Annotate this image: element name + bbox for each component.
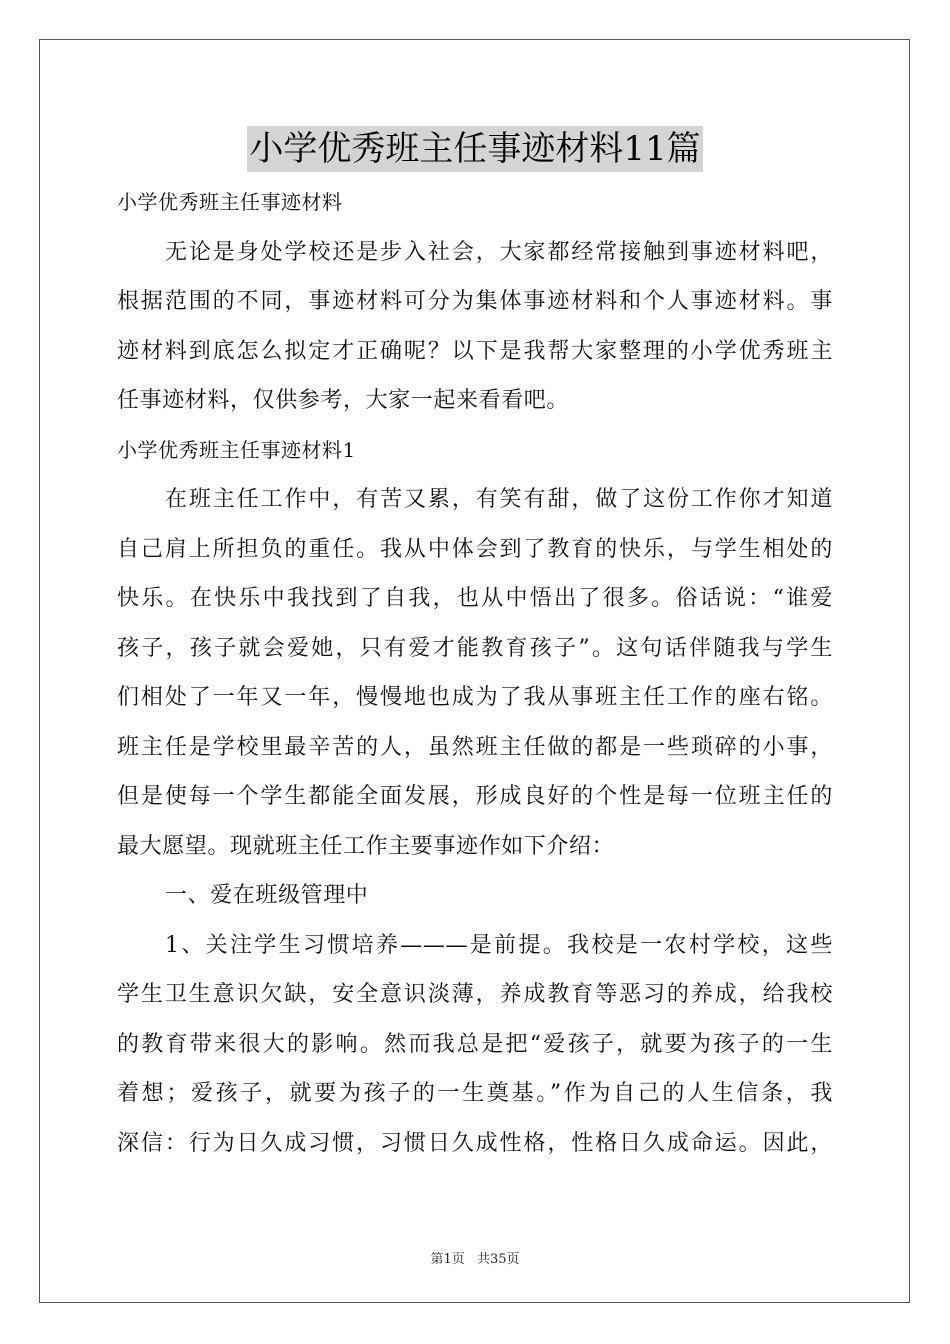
page-total: 共35页 xyxy=(476,1252,520,1267)
paragraph-line: 学生卫生意识欠缺，安全意识淡薄，养成教育等恶习的养成，给我校 xyxy=(117,982,833,1007)
document-body xyxy=(117,178,833,1168)
document-title: 小学优秀班主任事迹材料11篇 xyxy=(247,126,702,172)
section-heading: 小学优秀班主任事迹材料 xyxy=(117,190,343,214)
paragraph-line: 1、关注学生习惯培养———是前提。我校是一农村学校，这些 xyxy=(165,932,833,958)
paragraph-line: 快乐。在快乐中我找到了自我，也从中悟出了很多。俗话说：“谁爱 xyxy=(117,586,833,611)
paragraph-line: 自己肩上所担负的重任。我从中体会到了教育的快乐，与学生相处的 xyxy=(117,536,833,562)
paragraph-line: 迹材料到底怎么拟定才正确呢？以下是我帮大家整理的小学优秀班主 xyxy=(117,338,833,364)
paragraph-line: 班主任是学校里最辛苦的人，虽然班主任做的都是一些琐碎的小事， xyxy=(117,734,833,760)
section-heading: 小学优秀班主任事迹材料1 xyxy=(117,437,356,462)
paragraph-line: 着想；爱孩子，就要为孩子的一生奠基。”作为自己的人生信条，我 xyxy=(117,1081,833,1106)
paragraph-line: 在班主任工作中，有苦又累，有笑有甜，做了这份工作你才知道 xyxy=(165,487,833,512)
paragraph-line: 深信：行为日久成习惯，习惯日久成性格，性格日久成命运。因此， xyxy=(117,1130,833,1156)
paragraph-line: 的教育带来很大的影响。然而我总是把“爱孩子，就要为孩子的一生 xyxy=(117,1031,833,1057)
page-number: 第1页 xyxy=(430,1252,465,1267)
page-footer xyxy=(0,1248,950,1267)
subsection-heading: 一、爱在班级管理中 xyxy=(165,883,369,908)
paragraph-line: 最大愿望。现就班主任工作主要事迹作如下介绍： xyxy=(117,833,615,859)
title-container xyxy=(0,126,950,172)
paragraph-line: 但是使每一个学生都能全面发展，形成良好的个性是每一位班主任的 xyxy=(117,784,833,809)
paragraph-line: 任事迹材料，仅供参考，大家一起来看看吧。 xyxy=(117,388,570,413)
paragraph-line: 无论是身处学校还是步入社会，大家都经常接触到事迹材料吧， xyxy=(165,239,833,265)
paragraph-line: 根据范围的不同，事迹材料可分为集体事迹材料和个人事迹材料。事 xyxy=(117,289,833,314)
paragraph-line: 们相处了一年又一年，慢慢地也成为了我从事班主任工作的座右铭。 xyxy=(117,685,833,710)
paragraph-line: 孩子，孩子就会爱她，只有爱才能教育孩子”。这句话伴随我与学生 xyxy=(117,635,833,661)
